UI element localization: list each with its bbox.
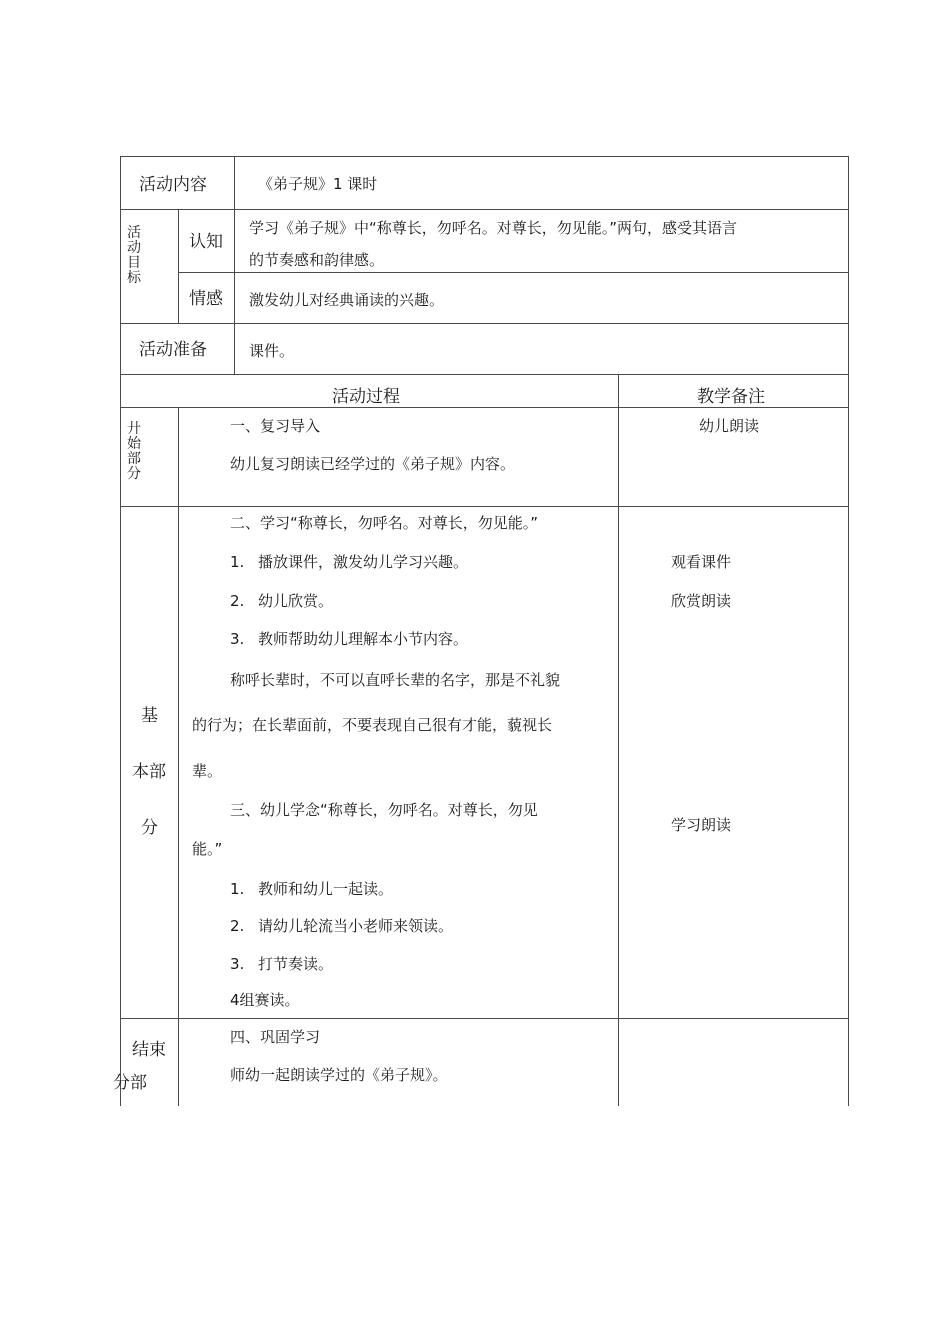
process-heading: 活动过程 <box>332 387 400 407</box>
start-note: 幼儿朗读 <box>699 417 760 435</box>
row-divider <box>120 209 849 210</box>
list-item-number: 2. <box>230 592 245 610</box>
row-divider <box>120 374 849 375</box>
table-border-left <box>120 156 121 1106</box>
table-border-top <box>120 156 849 157</box>
row-divider <box>120 506 849 507</box>
basic-label-1: 基 <box>141 706 158 726</box>
list-item-4: 4组赛读。 <box>230 991 300 1009</box>
prep-value: 课件。 <box>249 342 295 360</box>
step2-title: 二、学习“称尊长，勿呼名。对尊长，勿见能。” <box>230 514 539 532</box>
prep-label: 活动准备 <box>139 340 207 360</box>
step3-line-2: 能。” <box>192 840 223 858</box>
basic-note-1: 观看课件 <box>671 553 732 571</box>
end-step-title: 四、巩固学习 <box>230 1028 321 1046</box>
row-divider <box>120 323 849 324</box>
list-item-text: 打节奏读。 <box>258 955 334 973</box>
column-divider <box>178 407 179 1106</box>
list-item-text: 教师帮助幼儿理解本小节内容。 <box>258 630 469 648</box>
notes-heading: 教学备注 <box>697 387 765 407</box>
list-item-text: 播放课件，激发幼儿学习兴趣。 <box>258 553 469 571</box>
start-step-title: 一、复习导入 <box>230 417 321 435</box>
content-value: 《弟子规》1 课时 <box>258 175 378 193</box>
list-item-number: 3. <box>230 630 245 648</box>
basic-label-3: 分 <box>141 818 158 838</box>
explanation-line-2: 的行为；在长辈面前，不要表现自己很有才能，藐视长 <box>192 716 553 734</box>
emotion-value: 激发幼儿对经典诵读的兴趣。 <box>249 291 445 309</box>
column-divider <box>234 209 235 323</box>
content-label: 活动内容 <box>139 175 207 195</box>
end-label-1: 结束 <box>132 1040 166 1060</box>
column-divider <box>234 156 235 209</box>
list-item-text: 请幼儿轮流当小老师来领读。 <box>258 917 454 935</box>
list-item-number: 1. <box>230 553 245 571</box>
list-item-text: 幼儿欣赏。 <box>258 592 334 610</box>
explanation-line-1: 称呼长辈时，不可以直呼长辈的名字，那是不礼貌 <box>230 671 561 689</box>
cognition-label: 认知 <box>189 232 223 252</box>
list-item-text: 教师和幼儿一起读。 <box>258 880 394 898</box>
row-divider <box>178 272 849 273</box>
step3-line-1: 三、幼儿学念“称尊长，勿呼名。对尊长，勿见 <box>230 801 538 819</box>
row-divider <box>120 407 849 408</box>
basic-note-3: 学习朗读 <box>671 816 732 834</box>
row-divider <box>120 1018 849 1019</box>
column-divider <box>234 323 235 374</box>
column-divider <box>178 209 179 323</box>
cognition-line-2: 的节奏感和韵律感。 <box>249 251 385 269</box>
goal-label: 活 动 目 标 <box>127 225 141 286</box>
cognition-line-1: 学习《弟子规》中“称尊长，勿呼名。对尊长，勿见能。”两句，感受其语言 <box>249 219 738 237</box>
basic-label-2: 本部 <box>132 762 166 782</box>
start-step-text: 幼儿复习朗读已经学过的《弟子规》内容。 <box>230 455 516 473</box>
start-section-label: 廾 始 部 分 <box>127 421 141 482</box>
explanation-line-3: 辈。 <box>192 762 223 780</box>
list-item-number: 1. <box>230 880 245 898</box>
end-step-text: 师幼一起朗读学过的《弟子规》。 <box>230 1066 448 1084</box>
basic-note-2: 欣赏朗读 <box>671 592 732 610</box>
end-label-2: 分部 <box>113 1073 147 1093</box>
list-item-number: 2. <box>230 917 245 935</box>
emotion-label: 情感 <box>189 289 223 309</box>
column-divider <box>618 374 619 1106</box>
table-border-right <box>848 156 849 1106</box>
list-item-number: 3. <box>230 955 245 973</box>
